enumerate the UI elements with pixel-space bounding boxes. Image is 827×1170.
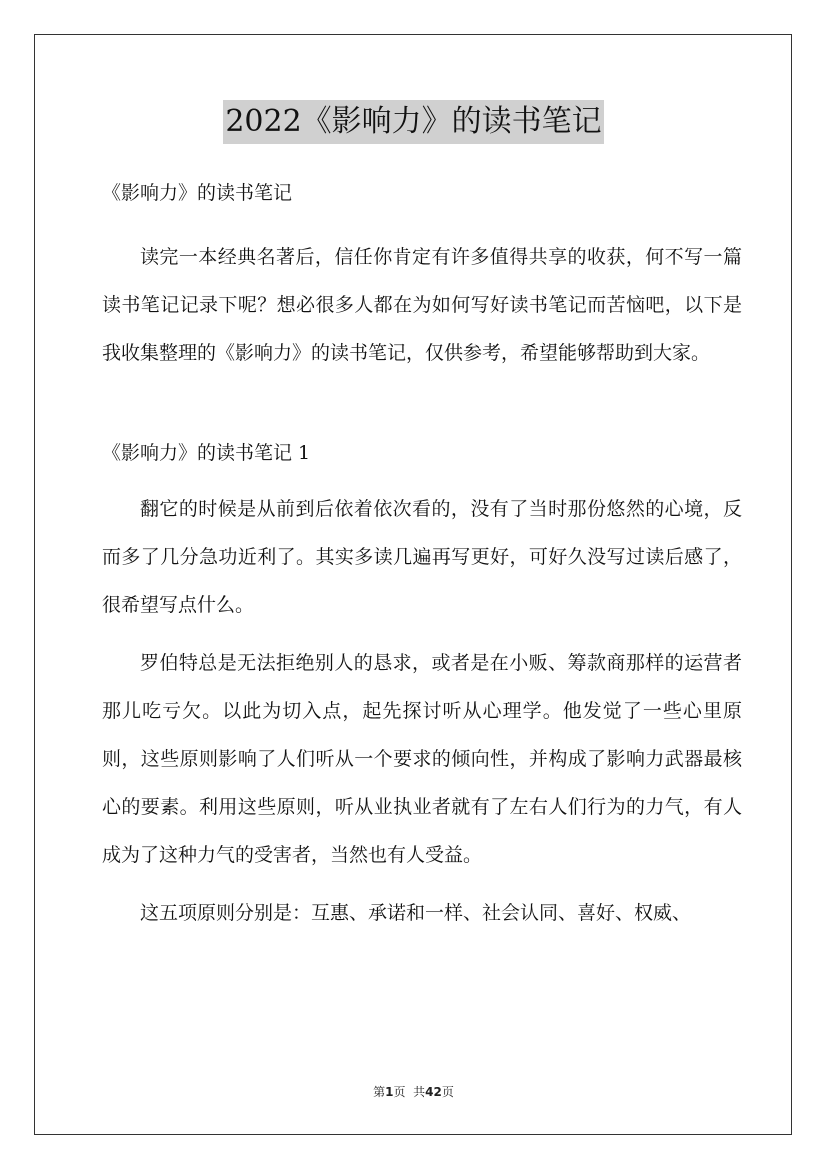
total-prefix: 共 <box>413 1085 426 1099</box>
page-footer <box>0 1083 827 1100</box>
section-title: 《影响力》的读书笔记 1 <box>102 442 311 464</box>
page-suffix: 页 <box>393 1085 406 1099</box>
total-suffix: 页 <box>441 1085 454 1099</box>
page-number: 1 <box>385 1085 394 1099</box>
document-body <box>102 178 742 937</box>
total-pages: 42 <box>425 1085 442 1099</box>
document-title: 2022《影响力》的读书笔记 <box>223 100 603 144</box>
section-paragraph: 翻它的时候是从前到后依着依次看的，没有了当时那份悠然的心境，反而多了几分急功近利了。其实多读几遍再写更好，可好久没写过读后感了，很希望写点什么。 <box>102 498 742 616</box>
title-container <box>0 100 827 144</box>
document-subtitle: 《影响力》的读书笔记 <box>102 182 293 204</box>
intro-paragraph: 读完一本经典名著后，信任你肯定有许多值得共享的收获，何不写一篇读书笔记记录下呢？想必很多人都在为如何写好读书笔记而苦恼吧，以下是我收集整理的《影响力》的读书笔记，仅供参考，希望能够帮助到大家。 <box>102 246 742 364</box>
section-paragraph: 罗伯特总是无法拒绝别人的恳求，或者是在小贩、筹款商那样的运营者那儿吃亏欠。以此为切入点，起先探讨听从心理学。他发觉了一些心里原则，这些原则影响了人们听从一个要求的倾向性，并构成了影响力武器最核心的要素。利用这些原则，听从业执业者就有了左右人们行为的力气，有人成为了这种力气的受害者，当然也有人受益。 <box>102 652 742 866</box>
section-paragraph: 这五项原则分别是：互惠、承诺和一样、社会认同、喜好、权威、 <box>140 902 692 924</box>
section-1 <box>102 438 742 937</box>
page-prefix: 第 <box>373 1085 386 1099</box>
